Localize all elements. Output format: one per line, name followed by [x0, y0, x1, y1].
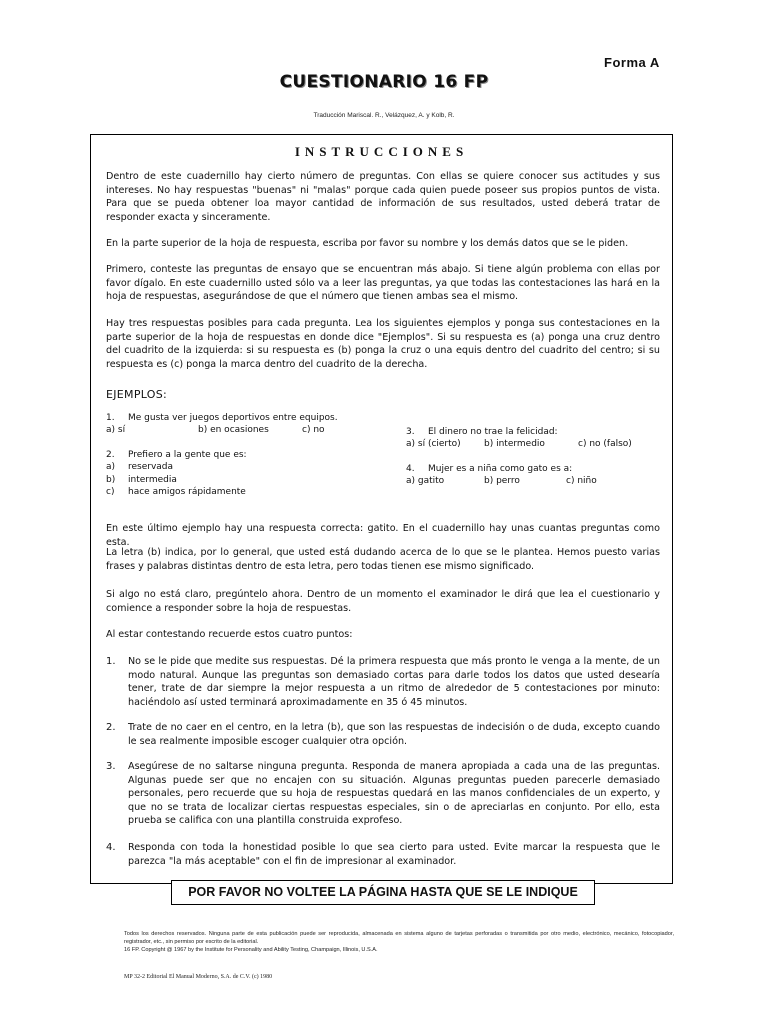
example-question: El dinero no trae la felicidad: [428, 427, 558, 437]
point-text: No se le pide que medite sus respuestas. Dé la primera respuesta que más pronto le venga a la mente, de un modo natural. Aunque las preguntas son demasiado cortas para darle todos los datos que usted desearía tener, trate de dar siempre la mejor respuesta a un ritmo de alrededor de 5 contestaciones por minuto: haciéndolo así usted terminará aproximadamente en 35 ó 45 minutos. [128, 656, 660, 708]
examples-heading: EJEMPLOS: [106, 388, 168, 401]
footer-rights [124, 931, 674, 954]
example-number: 3. [406, 427, 415, 437]
last-example-paragraph: En este último ejemplo hay una respuesta correcta: gatito. En el cuadernillo hay unas cuantas preguntas como esta. [106, 523, 660, 548]
option-letter: c) [106, 487, 115, 498]
practice-paragraph: Primero, conteste las preguntas de ensayo que se encuentran más abajo. Si tiene algún problema con ellas por favor dígalo. En este cuadernillo usted sólo va a leer las preguntas, ya que todas las contestaciones las hará en la hoja de respuestas, asegurándose de que el número que tienen ambas sea el mismo. [106, 264, 660, 303]
example-question: Prefiero a la gente que es: [128, 450, 247, 460]
do-not-turn-page-banner: POR FAVOR NO VOLTEE LA PÁGINA HASTA QUE SE LE INDIQUE [171, 880, 595, 905]
document-title: CUESTIONARIO 16 FP [279, 72, 489, 92]
point-number: 3. [106, 761, 116, 772]
example-number: 4. [406, 464, 415, 474]
rights-notice: Todos los derechos reservados. Ninguna parte de esta publicación puede ser reproducida, almacenada en sistema alguno de tarjetas perforadas o transmitida por otro medio, electrónico, mecánico, fotocopiador, registrador, etc., sin permiso por escrito de la editorial. [124, 931, 674, 945]
example-number: 2. [106, 450, 115, 460]
option-a: reservada [128, 462, 174, 473]
letter-b-paragraph: La letra (b) indica, por lo general, que usted está dudando acerca de lo que se le plantea. Hemos puesto varias frases y palabras distintas dentro de esta letra, pero todas tienen ese mismo significado. [106, 547, 660, 572]
option-c: hace amigos rápidamente [128, 487, 246, 498]
point-text: Trate de no caer en el centro, en la letra (b), que son las respuestas de indecisión o de duda, excepto cuando le sea realmente imposible escoger cualquier otra opción. [128, 722, 660, 747]
option-letter: a) [106, 462, 116, 473]
answer-sheet-paragraph: En la parte superior de la hoja de respuesta, escriba por favor su nombre y los demás datos que se le piden. [106, 238, 629, 249]
example-4 [406, 463, 666, 487]
option-c: c) no (falso) [578, 439, 632, 450]
example-1 [106, 412, 376, 436]
instructions-heading: INSTRUCCIONES [294, 144, 469, 159]
example-question: Mujer es a niña como gato es a: [428, 464, 573, 474]
option-a: a) sí (cierto) [406, 439, 461, 450]
point-text: Responda con toda la honestidad posible lo que sea cierto para usted. Evite marcar la respuesta que le parezca "la más aceptable" con el fin de impresionar al examinador. [128, 842, 660, 867]
form-label: Forma A [604, 55, 660, 70]
translation-credit: Traducción Mariscal. R., Velázquez, A. y Kolb, R. [313, 112, 455, 119]
questions-paragraph: Si algo no está claro, pregúntelo ahora. Dentro de un momento el examinador le dirá que lea el cuestionario y comience a responder sobre la hoja de respuestas. [106, 589, 660, 614]
option-letter: b) [106, 474, 116, 485]
example-question: Me gusta ver juegos deportivos entre equipos. [128, 413, 338, 423]
point-number: 1. [106, 656, 116, 667]
responses-paragraph: Hay tres respuestas posibles para cada pregunta. Lea los siguientes ejemplos y ponga sus contestaciones en la parte superior de la hoja de respuestas en donde dice "Ejemplos". Si su respuesta es (a) ponga una cruz dentro del cuadrito de la izquierda: si su respuesta es (b) ponga la cruz o una equis dentro del cuadrito del centro; si su respuesta es (c) ponga la marca dentro del cuadrito de la derecha. [106, 318, 660, 370]
option-b: intermedia [128, 474, 177, 485]
example-2 [106, 449, 346, 499]
intro-paragraph: Dentro de este cuadernillo hay cierto número de preguntas. Con ellas se quiere conocer sus actitudes y sus intereses. No hay respuestas "buenas" ni "malas" porque cada quien puede poseer sus propios puntos de vista. Para que se pueda obtener loa mayor cantidad de información de sus resultados, usted deberá tratar de responder exacta y sinceramente. [106, 171, 660, 223]
point-number: 2. [106, 722, 116, 733]
four-points-intro: Al estar contestando recuerde estos cuatro puntos: [106, 629, 353, 640]
option-b: b) en ocasiones [198, 425, 269, 436]
option-b: b) intermedio [484, 439, 545, 450]
example-3 [406, 426, 666, 450]
copyright-notice: 16 FP. Copyright @ 1967 by the Institute for Personality and Ability Testing, Champaign, Illinois, U.S.A. [124, 946, 378, 953]
option-b: b) perro [484, 476, 520, 487]
publisher-edition: MP 32-2 Editorial El Manual Moderno, S.A. de C.V. (c) 1980 [124, 974, 273, 980]
point-number: 4. [106, 842, 116, 853]
option-a: a) sí [106, 425, 126, 436]
option-a: a) gatito [406, 476, 445, 487]
point-text: Asegúrese de no saltarse ninguna pregunta. Responda de manera apropiada a cada una de las preguntas. Algunas puede ser que no encajen con su situación. Algunas preguntas pueden parecerle demasiado personales, pero recuerde que su hoja de respuestas quedará en las manos confidenciales de un experto, y que no se trata de localizar ciertas respuestas especiales, sin o de apreciarlas en conjunto. Por ello, esta prueba se califica con una plantilla construida exprofeso. [128, 761, 660, 827]
example-number: 1. [106, 413, 115, 423]
option-c: c) niño [566, 476, 597, 487]
option-c: c) no [302, 425, 325, 436]
